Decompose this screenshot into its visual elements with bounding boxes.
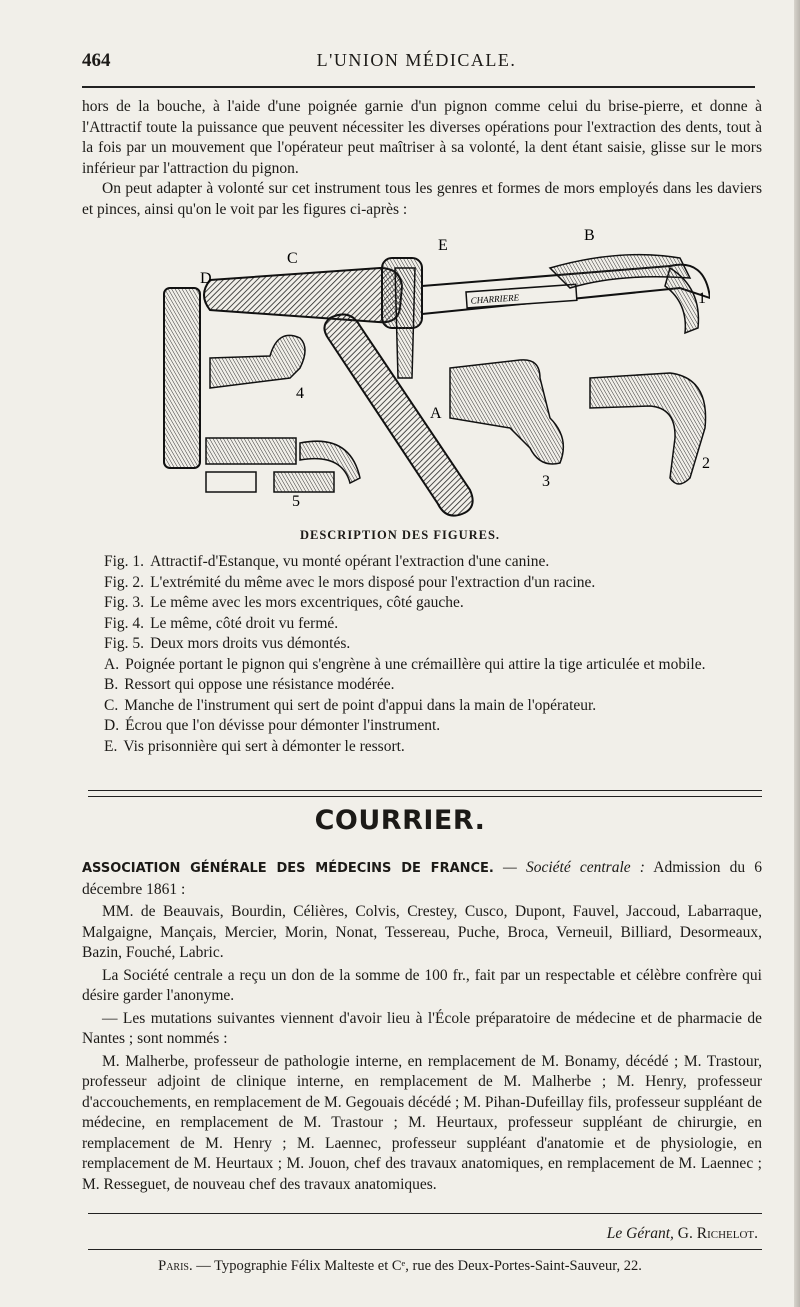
imprint-rule <box>88 1249 762 1250</box>
association-name: ASSOCIATION GÉNÉRALE DES MÉDECINS DE FRANCE. <box>82 861 494 876</box>
label-fig-3: 3 <box>542 473 550 490</box>
imprint-city: Paris. <box>158 1258 193 1274</box>
society-label: — Société centrale : <box>503 859 645 876</box>
legend-label: Fig. 5. <box>104 635 145 652</box>
label-b: B <box>584 228 595 244</box>
imprint-text: — Typographie Félix Malteste et Cᵉ, rue des Deux-Portes-Saint-Sauveur, 22. <box>196 1258 642 1274</box>
page-number: 464 <box>82 50 111 71</box>
label-fig-5: 5 <box>292 493 300 510</box>
legend-label: A. <box>104 655 120 673</box>
association-paragraph <box>82 858 762 900</box>
intro-paragraph: hors de la bouche, à l'aide d'une poignée garnie d'un pignon comme celui du brise-pierre, et donne à l'Attractif toute la puissance que peuvent nécessiter les diverses opérations pour l'extraction des dents, tout à la fois par un mouvement que l'opérateur peut maîtriser à sa volonté, la dent étant saisie, glisse sur le mors inférieur par l'attraction du pignon. <box>82 98 762 177</box>
legend-text: Attractif-d'Estanque, vu monté opérant l'extraction d'une canine. <box>150 553 550 570</box>
legend-item <box>104 675 762 696</box>
instrument-engraving <box>150 228 710 528</box>
legend-text: Manche de l'instrument qui sert de point d'appui dans la main de l'opérateur. <box>124 696 597 714</box>
legend-label: C. <box>104 696 119 714</box>
page-edge-shadow <box>794 0 800 1307</box>
legend-text: Écrou que l'on dévisse pour démonter l'instrument. <box>125 717 441 734</box>
mutations-paragraph: — Les mutations suivantes viennent d'avoir lieu à l'École préparatoire de médecine et de pharmacie de Nantes ; sont nommés : <box>82 1009 762 1047</box>
legend-text: Deux mors droits vus démontés. <box>150 635 351 652</box>
signature <box>607 1225 758 1243</box>
signature-name: G. Richelot. <box>677 1225 758 1242</box>
legend-label: Fig. 2. <box>104 573 145 591</box>
legend-label: Fig. 3. <box>104 594 145 611</box>
handle-c <box>204 268 402 322</box>
legend-text: Le même, côté droit vu fermé. <box>150 614 339 632</box>
legend-label: D. <box>104 717 120 734</box>
engraving-maker-mark: CHARRIERE <box>470 292 520 306</box>
label-e: E <box>438 237 448 254</box>
intro-text <box>82 97 762 220</box>
legend-item <box>104 655 762 676</box>
printer-imprint <box>0 1258 800 1275</box>
label-c: C <box>287 250 298 267</box>
figure-legend <box>104 552 762 757</box>
intro-paragraph: On peut adapter à volonté sur cet instrument tous les genres et formes de mors employés dans les daviers et pinces, ainsi qu'on le voit par les figures ci-après : <box>82 180 762 218</box>
legend-item <box>104 593 762 614</box>
legend-label: E. <box>104 737 118 755</box>
nominations-paragraph: M. Malherbe, professeur de pathologie interne, en remplacement de M. Bonamy, décédé ; M. Trastour, professeur adjoint de clinique interne, en remplacement de M. Malherbe ; M. Henry, professeur d'accouchements, en remplacement de M. Gegouais décédé ; M. Pihan-Dufeillay fils, professeur suppléant de médecine, en remplacement de M. Trastour ; M. Heurtaux, professeur suppléant de chirurgie, en remplacement de M. Henry ; M. Laennec, professeur suppléant d'anatomie et de physiologie, en remplacement de M. Heurtaux ; M. Jouon, chef des travaux anatomiques, en remplacement de M. Laennec ; M. Resseguet, de nouveau chef des travaux anatomiques. <box>82 1052 762 1193</box>
label-d: D <box>200 270 212 287</box>
section-title: COURRIER. <box>314 805 486 836</box>
admission-text: Admission du 6 décembre 1861 : <box>82 859 762 898</box>
label-fig-1: 1 <box>698 290 706 307</box>
section-divider <box>88 790 762 797</box>
legend-item <box>104 737 762 758</box>
legend-label: Fig. 1. <box>104 553 145 570</box>
legend-item <box>104 614 762 635</box>
signature-role: Le Gérant, <box>606 1225 674 1242</box>
donation-paragraph: La Société centrale a reçu un don de la somme de 100 fr., fait par un respectable et célèbre confrère qui désire garder l'anonyme. <box>82 966 762 1004</box>
signature-rule <box>88 1213 762 1214</box>
label-fig-4: 4 <box>296 385 304 402</box>
journal-title: L'UNION MÉDICALE. <box>316 50 517 70</box>
legend-label: Fig. 4. <box>104 614 145 632</box>
legend-item <box>104 634 762 655</box>
legend-text: L'extrémité du même avec le mors disposé pour l'extraction d'un racine. <box>150 573 596 591</box>
ecrou-d <box>164 288 200 468</box>
members-list: MM. de Beauvais, Bourdin, Célières, Colvis, Crestey, Cusco, Dupont, Fauvel, Jaccoud, Labarraque, Malgaigne, Mançais, Mercier, Morin, Nonat, Tessereau, Puche, Broca, Verneuil, Billiard, Desormeaux, Bazin, Fouché, Labric. <box>82 903 762 961</box>
legend-text: Poignée portant le pignon qui s'engrène à une crémaillère qui attire la tige articulée et mobile. <box>125 655 706 673</box>
page-header <box>78 50 755 80</box>
label-a: A <box>430 405 442 422</box>
legend-text: Le même avec les mors excentriques, côté gauche. <box>150 594 464 611</box>
label-fig-2: 2 <box>702 455 710 472</box>
legend-item <box>104 716 762 737</box>
legend-text: Vis prisonnière qui sert à démonter le ressort. <box>123 737 405 755</box>
legend-item <box>104 573 762 594</box>
dental-forceps-illustration <box>150 228 710 528</box>
legend-text: Ressort qui oppose une résistance modérée. <box>124 676 395 693</box>
legend-item <box>104 552 762 573</box>
legend-label: B. <box>104 676 119 693</box>
legend-item <box>104 696 762 717</box>
figure-caption: DESCRIPTION DES FIGURES. <box>299 528 501 542</box>
courrier-body <box>82 858 762 1197</box>
header-rule <box>82 86 755 88</box>
